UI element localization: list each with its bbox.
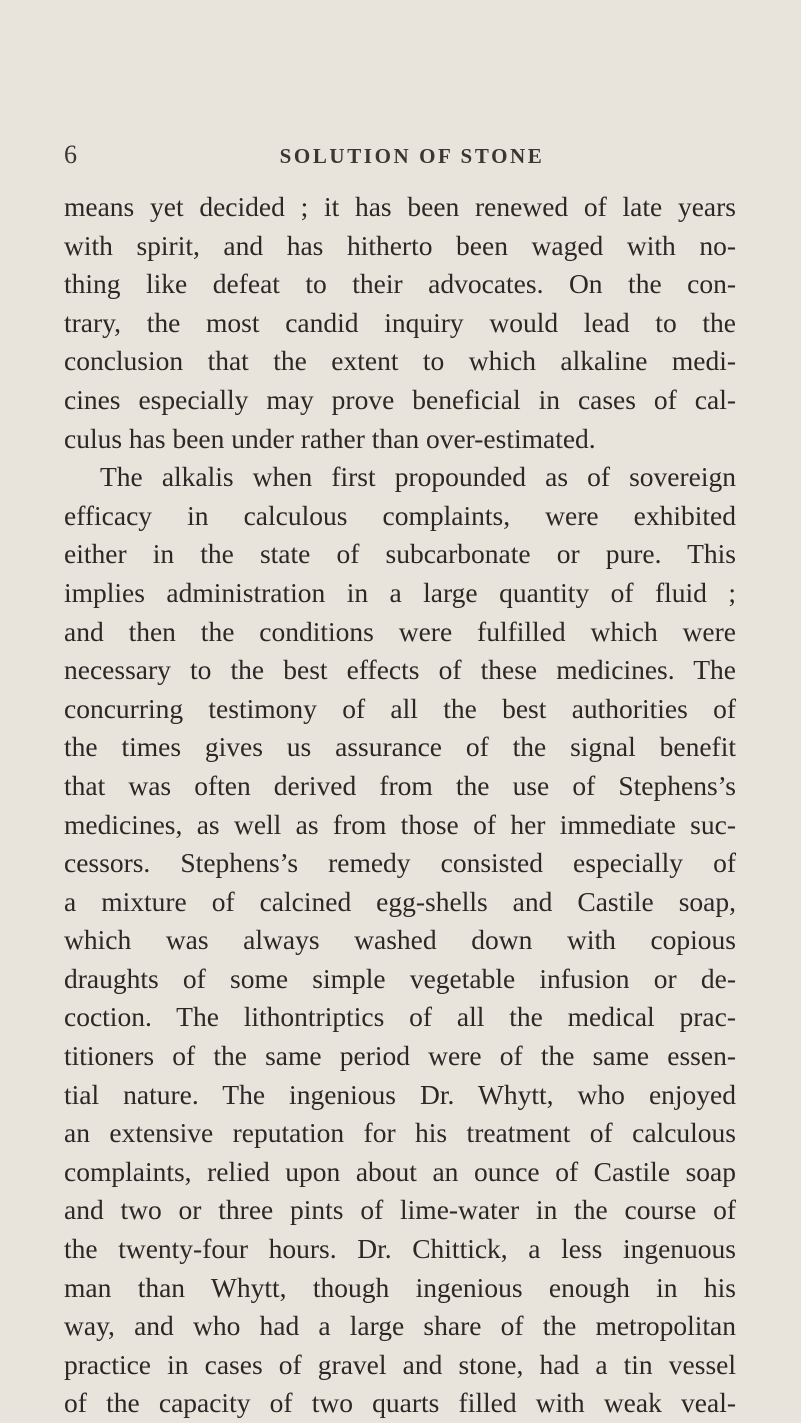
page-number: 6 (64, 140, 77, 169)
text-line: coction. The lithontriptics of all the medical prac- (64, 1001, 736, 1033)
text-line: of the capacity of two quarts filled with weak veal- (64, 1387, 736, 1419)
text-line: conclusion that the extent to which alkaline medi- (64, 345, 736, 377)
text-line: way, and who had a large share of the metropolitan (64, 1310, 736, 1342)
chapter-title: SOLUTION OF STONE (279, 144, 545, 168)
text-line: which was always washed down with copious (64, 924, 736, 956)
body-text (64, 188, 736, 1423)
text-line: implies administration in a large quantity of fluid ; (64, 576, 736, 608)
text-line: either in the state of subcarbonate or pure. This (64, 538, 736, 570)
text-line: tial nature. The ingenious Dr. Whytt, who enjoyed (64, 1078, 736, 1110)
text-line: cessors. Stephens’s remedy consisted especially of (64, 847, 736, 879)
text-line: and two or three pints of lime-water in the course of (64, 1194, 736, 1226)
text-line: man than Whytt, though ingenious enough in his (64, 1271, 736, 1303)
text-line: complaints, relied upon about an ounce of Castile soap (64, 1155, 736, 1187)
text-line: the twenty-four hours. Dr. Chittick, a less ingenuous (64, 1233, 736, 1265)
running-head (64, 140, 736, 170)
text-line: and then the conditions were fulfilled which were (64, 615, 736, 647)
text-line: with spirit, and has hitherto been waged with no- (64, 229, 736, 261)
text-line: culus has been under rather than over-estimated. (64, 422, 596, 454)
paragraph-start-line: The alkalis when first propounded as of sovereign (100, 461, 736, 493)
text-line: necessary to the best effects of these medicines. The (64, 654, 736, 686)
text-line: efficacy in calculous complaints, were exhibited (64, 499, 736, 531)
text-line: medicines, as well as from those of her immediate suc- (64, 808, 736, 840)
text-line: cines especially may prove beneficial in cases of cal- (64, 383, 736, 415)
text-line: titioners of the same period were of the same essen- (64, 1040, 736, 1072)
text-line: concurring testimony of all the best authorities of (64, 692, 736, 724)
text-line: practice in cases of gravel and stone, had a tin vessel (64, 1348, 736, 1380)
text-line: a mixture of calcined egg-shells and Castile soap, (64, 885, 736, 917)
text-line: draughts of some simple vegetable infusion or de- (64, 962, 736, 994)
text-line: means yet decided ; it has been renewed of late years (64, 191, 736, 222)
text-line: the times gives us assurance of the signal benefit (64, 731, 736, 763)
text-line: trary, the most candid inquiry would lead to the (64, 306, 736, 338)
text-line: thing like defeat to their advocates. On the con- (64, 268, 736, 300)
text-line: that was often derived from the use of Stephens’s (64, 769, 736, 801)
text-line: an extensive reputation for his treatment of calculous (64, 1117, 736, 1149)
